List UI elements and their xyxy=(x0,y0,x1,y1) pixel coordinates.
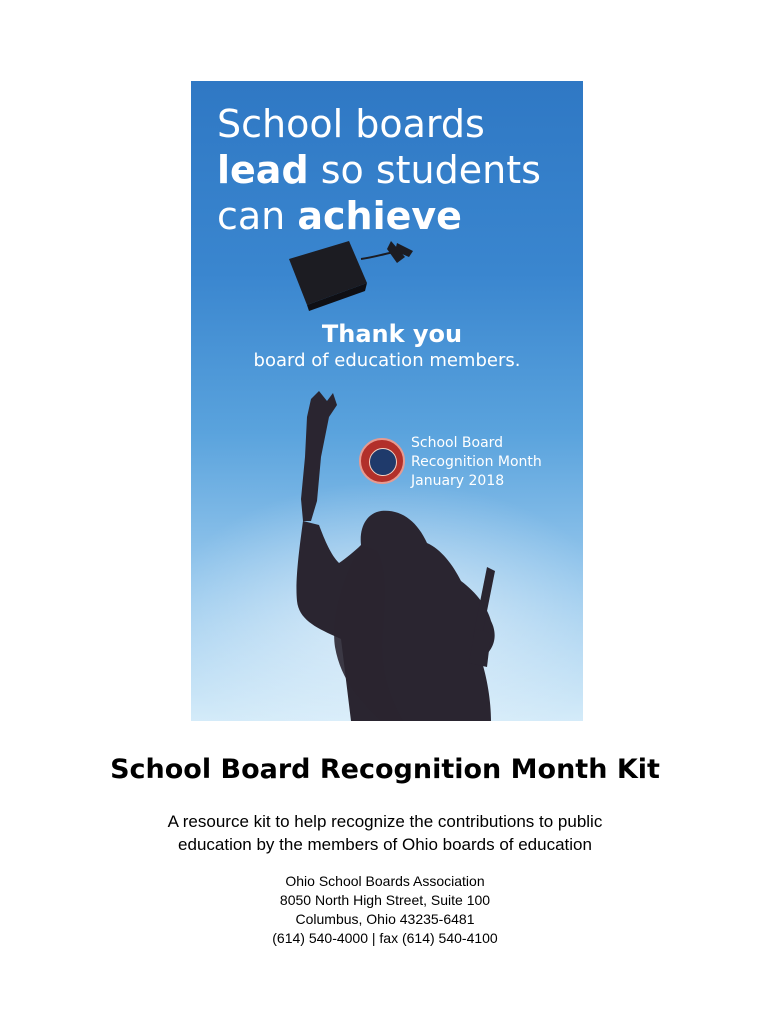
subtitle-line-1: A resource kit to help recognize the contributions to public xyxy=(167,812,603,831)
address-street: 8050 North High Street, Suite 100 xyxy=(279,892,491,908)
recognition-month-text xyxy=(411,434,542,491)
document-subtitle xyxy=(0,810,770,856)
recognition-line-1: School Board xyxy=(411,435,504,451)
headline-bold-achieve: achieve xyxy=(297,194,462,238)
headline-line-2 xyxy=(217,147,577,193)
poster-thank-you xyxy=(191,319,583,373)
headline-line-3-start: can xyxy=(217,194,298,238)
cover-poster xyxy=(191,81,583,721)
recognition-line-2: Recognition Month xyxy=(411,454,542,470)
headline-line-3 xyxy=(217,193,577,239)
address-org: Ohio School Boards Association xyxy=(285,873,485,889)
document-title: School Board Recognition Month Kit xyxy=(110,754,660,785)
recognition-month-badge xyxy=(359,434,579,494)
thank-you-subheading: board of education members. xyxy=(253,350,521,371)
recognition-line-3: January 2018 xyxy=(411,473,505,489)
headline-bold-lead: lead xyxy=(217,148,309,192)
osba-seal-icon xyxy=(359,438,405,484)
address-phone: (614) 540-4000 | fax (614) 540-4100 xyxy=(272,930,498,946)
address-city: Columbus, Ohio 43235-6481 xyxy=(295,911,475,927)
headline-line-2-rest: so students xyxy=(308,148,541,192)
graduation-cap-icon xyxy=(289,241,413,311)
subtitle-line-2: education by the members of Ohio boards of education xyxy=(178,835,592,854)
poster-headline xyxy=(217,101,577,239)
thank-you-heading: Thank you xyxy=(321,320,463,348)
organization-address xyxy=(0,872,770,948)
headline-line-1: School boards xyxy=(217,102,485,146)
